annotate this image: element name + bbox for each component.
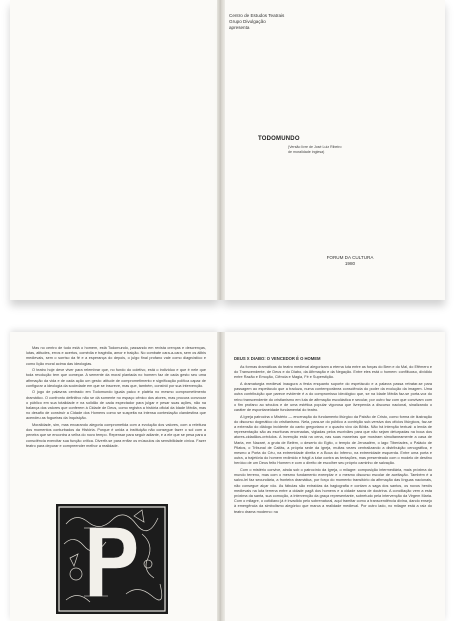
right-page-body bbox=[234, 365, 432, 516]
body-paragraph: Moralidade, sim, mas encarando alegoria comprometida com a evolução dos valores, com a releitura dos momentos conturbados da História. Porque é unida a instituição não consegue fazer o sol com a peneira que se encontra a velha do novo tempo. Repensar para seguir adiante, e a ele que se pesa para a consciência exercitar sua função crítica. Divertir-se para enfiar os músculos da sensibilidade cínica. Fazer teatro para depurar e compreender melhor a realidade. bbox=[26, 423, 206, 448]
cover-title: TODOMUNDO bbox=[258, 136, 300, 142]
cover-header-line: apresenta bbox=[229, 25, 250, 31]
body-paragraph: As formas dramáticas do teatro medieval alegorizam a eterna luta entre as forças do Bem e do Mal, do Efêmero e do Transcendente, de Deus e do Diabo, da Afirmação e da Negação. Entre eles está o homem: conflituoso, dividido entre Razão e Emoção, Ciência e Magia, Fé e Superstição. bbox=[234, 365, 432, 380]
text-spread bbox=[0, 332, 455, 621]
cover-blank-page bbox=[10, 0, 219, 300]
body-paragraph: A dramaturgia medieval inaugura a festa enquanto suporte do espetáculo e a palavra passa retratar-se para passagem ao espetáculo que a traduza, numa contemporânea consciência do poder da evolução da imagem. Uma outra contribuição que parece evidente é a do compromisso ideológico que, se na Idade Média faz-se porta-voz do reino transcendente do cristianismo em luta de afirmação escolástica e secular, por outro faz com que convivam com o fim profano ao séculos e de uma estética popular vigorosa que livrependa a discurso nacional, sinalizando o caráter de espontaneidade fundamental do teatro. bbox=[234, 382, 432, 413]
decorative-woodcut-initial bbox=[56, 504, 168, 614]
text-gutter bbox=[217, 332, 225, 621]
cover-footer bbox=[320, 255, 380, 268]
body-paragraph: O jogo de palavras centrado em Todomundo iguala palco e platéia no mesmo comprometimento dramático. O confronto definitivo não se dá somente no espaço cênico dos atores, mas procura convocar o público em sua totalidade e na solidão de cada espectador para julgar e pesar suas ações, não na balança dos valores que conferem à Cidade de Deus, como registra a história oficial da Idade Média, mas no desafio de construir a Cidade dos Homens como se suspeita na intensa contestação clandestina que acendeu as fogueiras da Inquisição. bbox=[26, 390, 206, 421]
left-page-body bbox=[26, 346, 206, 450]
cover-subtitle-line: (Versão livre de José Luiz Ribeiro bbox=[288, 145, 342, 149]
cover-subtitle bbox=[288, 145, 342, 155]
body-paragraph: Com o mistério convive, ainda sob o patrocínio da Igreja, o milagre: composição intermediária, mais próxima do mundo terreno, mas com o mesmo fundamento exemplar e o mesmo discurso escolar de aceitação. Também é a salvo-lei faz secundária, a fronteira dramática, por forço do momento transitório da afirmação das línguas nacionais, não consegue alçar vôo. As fábulas são extraídas da hagiografia e contam a saga dos santos, os novos heróis medievais na luta terrena entre a cidade pagã dos homens e a cidade sacra de doutrina. A conciliação vem a esta próxima da santa, sua comoção, a intervenção da graça representante, sobretudo pela intervenção da Virgem Maria. Com o milagre, o cotidiano já é invadido pelo sobrenatural, aqui tramitar como a transcendência divina, dando ensejo à emergência da simbolismo alegórico que marca a realidade medieval. Por outro lado, no milagre está a raiz do teatro drama moderno: na bbox=[234, 468, 432, 514]
cover-footer-line: FORUM DA CULTURA bbox=[326, 255, 374, 260]
cover-header bbox=[229, 13, 284, 32]
body-paragraph: O teatro hoje deve viver para relembrar que, no fundo do coletivo, está o indivíduo e que é nele que toda revolução tem que começar. A semente da moral plantada no homem faz de cada gesto seu uma afirmação da vida e de cada ação um gesto: atitude de comprometimento e significação política capaz de configurar a ideologia da sociedade em que se inscreve, mas que, também, constrói por sua intervenção. bbox=[26, 368, 206, 388]
cover-header-line: Grupo Divulgação bbox=[229, 19, 266, 25]
cover-spread bbox=[0, 0, 455, 300]
cover-footer-line: 1980 bbox=[344, 261, 356, 267]
cover-subtitle-line: de moralidade inglesa) bbox=[288, 149, 325, 154]
cover-gutter bbox=[217, 0, 225, 300]
chapter-heading: DEUS X DIABO: O VENCEDOR É O HOMEM bbox=[234, 356, 321, 361]
woodcut-illustration bbox=[56, 504, 168, 614]
cover-header-line: Centro de Estudos Teatrais bbox=[229, 13, 285, 18]
body-paragraph: A Igreja patrocina o Mistério — encenação do fundamento litúrgico da Paixão de Cristo, como forma de ilustração do discurso dogmático do cristianismo. Nela, para-se do público a contrição sub-versiva dos ofícios litúrgicos, faz-se a extensão do diálogo incidente do canto gregoriano e o quadro vivo da Bíblia. Não há intenção textual: a lenda de representação são as escrituras encenadas, vigiadas pelos escrivães para que não sejam deturpadas na boca dos atores-cidadãos-crédulos. A invenção está na cena, nas suas maneiras que mostram simultaneamente a casa de Maria, em Nazaré, a gruta de Belém, o deserto do Egito, o templo de Jerusalém, o lago Tiberíades, o Palácio de Pilatos, o Tribunal de Caifás, a própria sede da igreja, muitas vezes centralizando a distribuição cenográfica, e mesmo a Porta do Céu, na extremidade direita e a Boca do Inferno, na extremidade esquerda. Entre uma porta e outra, a trajetória do homem redimido e frágil a lutar contra as tentações, mas presenteado com o modelo de destino heróico de um Deus feito Homem e com o direito de escolher seu próprio caminho de salvação. bbox=[234, 414, 432, 466]
body-paragraph: Mas no centro de tudo está o homem, está Todomundo, passando em revista crenças e descrenças, lutas, atitudes, erros e acertos, comédia e tragédia, amor e traição. No combate cara-a-cara, sem os álibis medievais, sem o sorriso da fé e a esperança do depois, o julgo final profano vale como diagnóstico e como lição moral acima das ideologias. bbox=[26, 346, 206, 366]
